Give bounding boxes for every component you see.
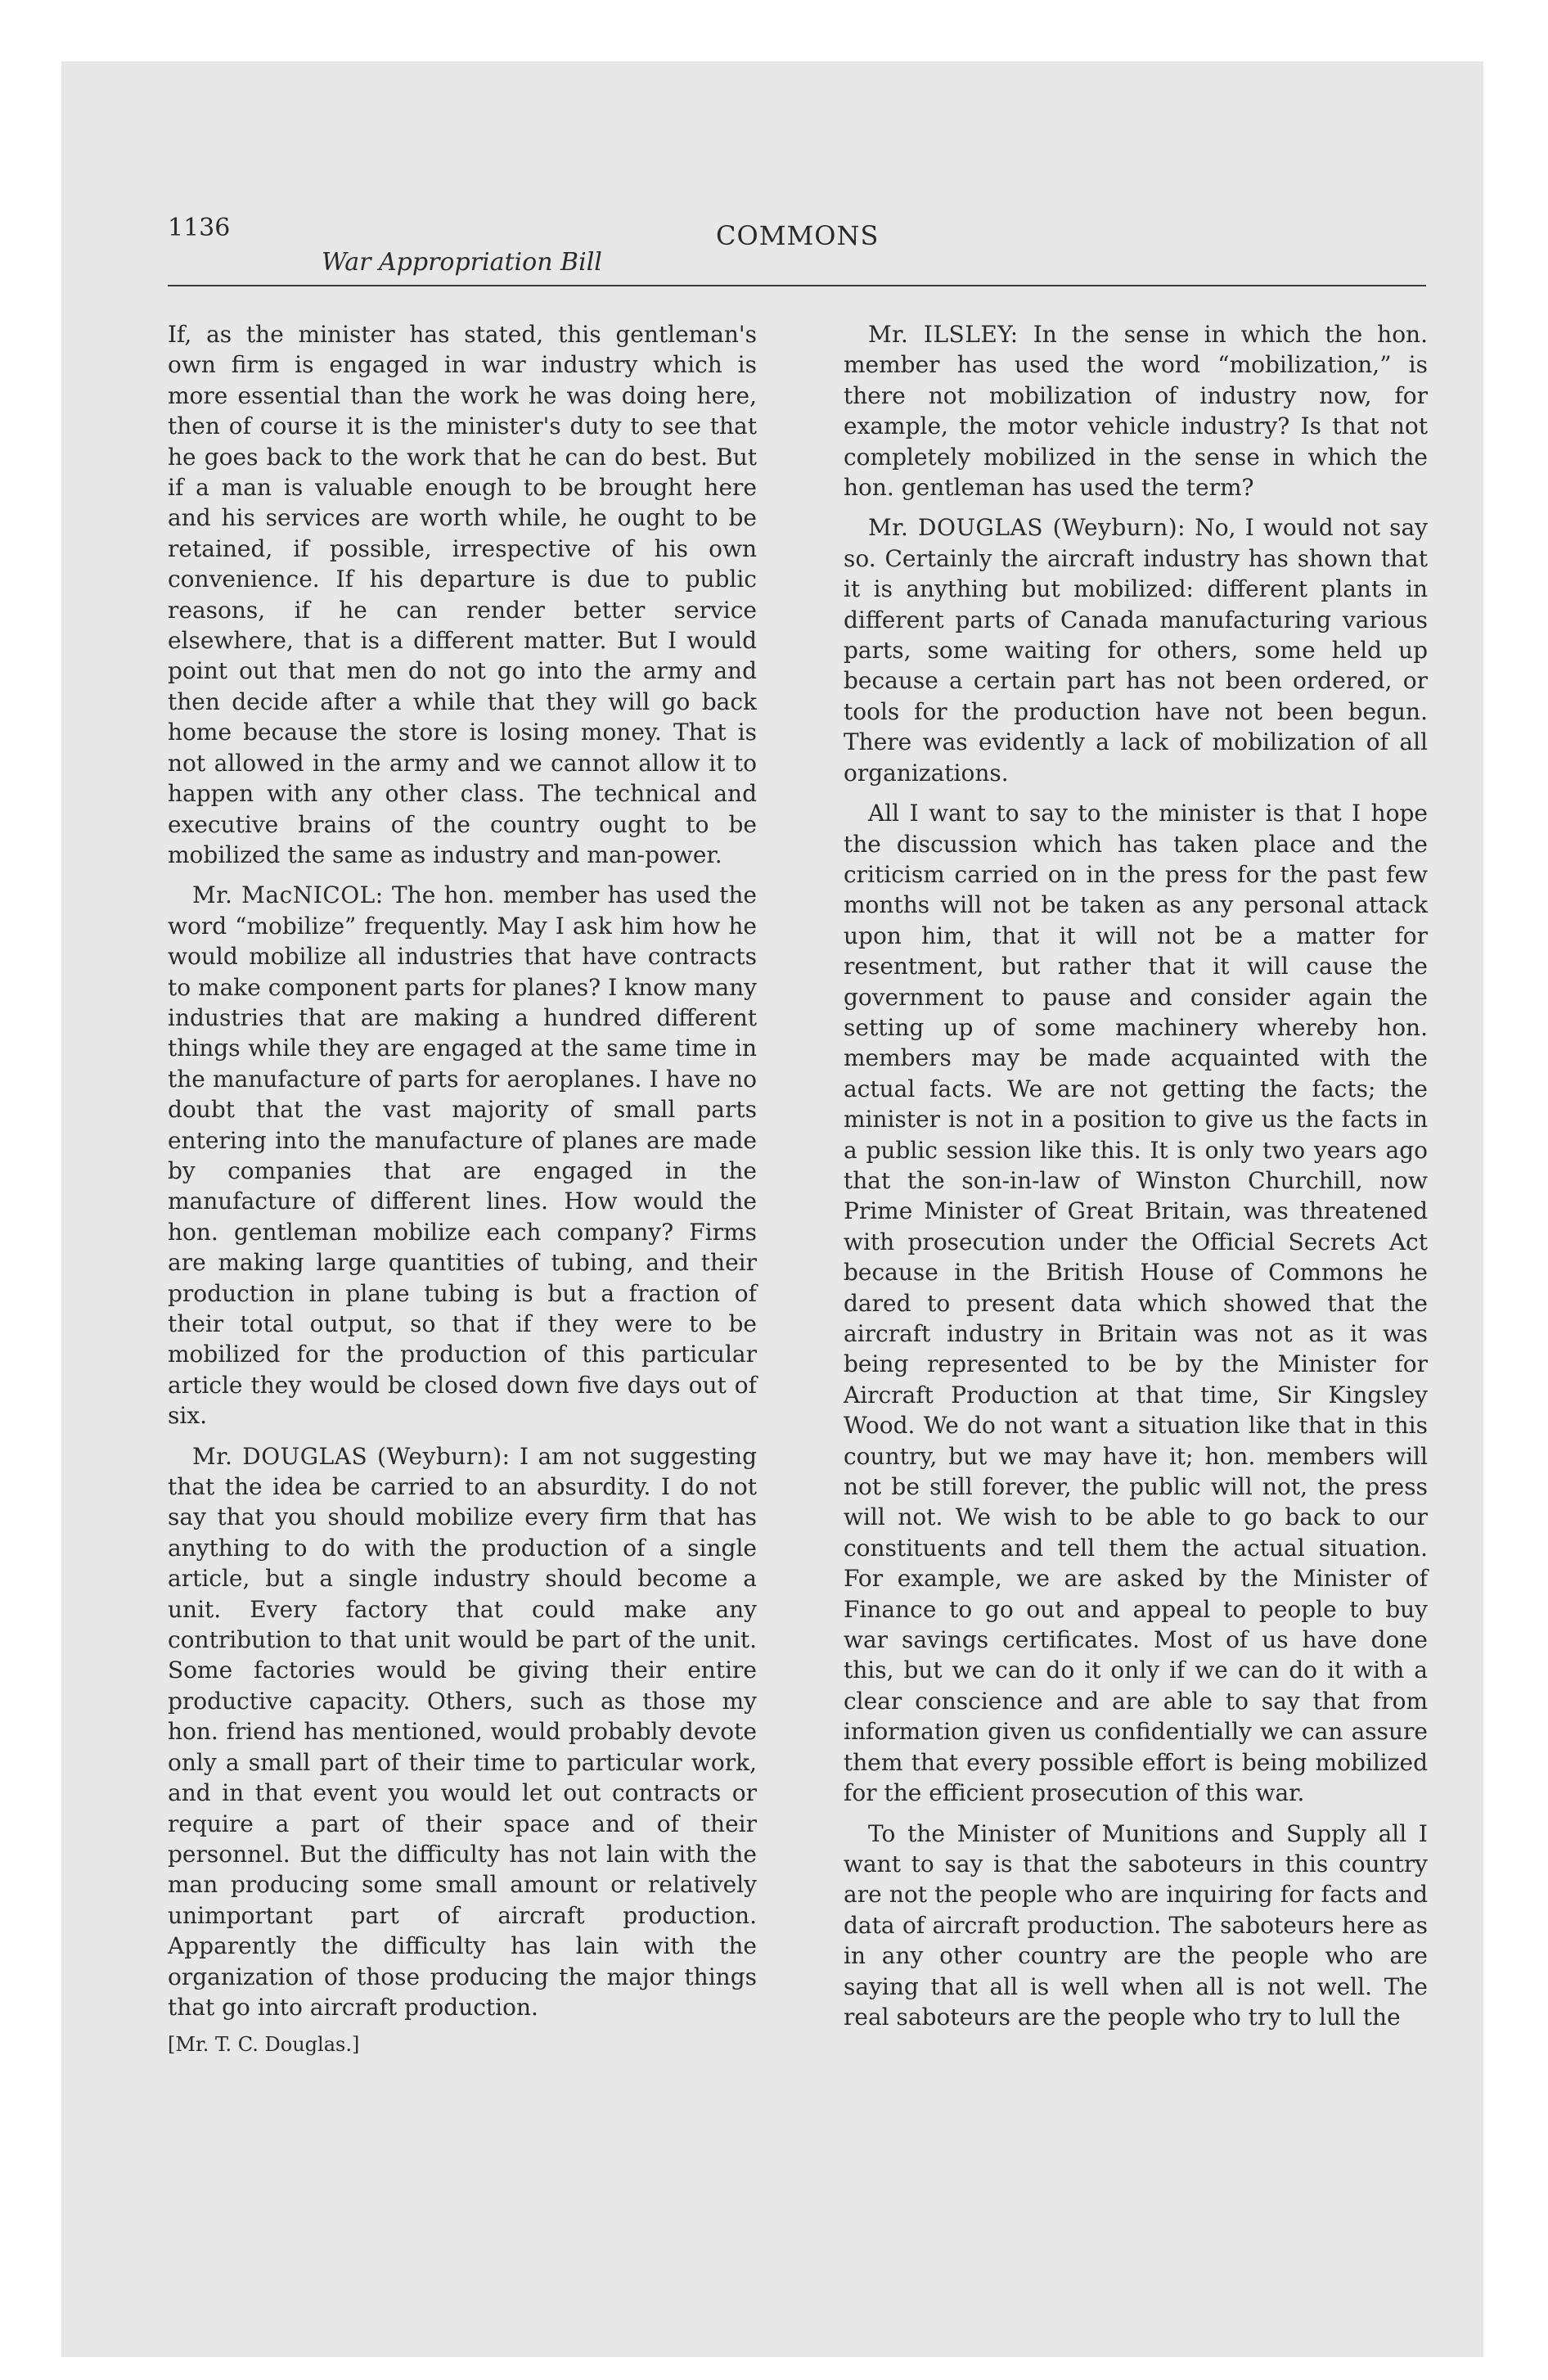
header-rule [168,285,1426,286]
speaker-name: Mr. DOUGLAS (Weyburn): [868,514,1186,542]
paragraph-douglas [168,1441,757,2023]
paragraph-macnicol [168,880,757,1431]
paragraph: If, as the minister has stated, this gentleman's own firm is engaged in war industry which is more essential than the work he was doing here, then of course it is the minister's duty to see that he goes back to the work that he can do best. But if a man is valuable enough to be brought here and his services are worth while, he ought to be retained, if possible, irrespective of his own convenience. If his departure is due to public reasons, if he can render better service elsewhere, that is a different matter. But I would point out that men do not go into the army and then decide after a while that they will go back home because the store is losing money. That is not allowed in the army and we cannot allow it to happen with any other class. The technical and executive brains of the country ought to be mobilized the same as industry and man-power. [168,321,757,868]
running-head: COMMONS [716,220,880,251]
speech-text: The hon. member has used the word “mobilize” frequently. May I ask him how he would mobilize all industries that have contracts to make component parts for planes? I know many industries that are making a hundred different things while they are engaged at the same time in the manufacture of parts for aeroplanes. I have no doubt that the vast majority of small parts entering into the manufacture of planes are made by companies that are engaged in the manufacture of different lines. How would the hon. gentleman mobilize each company? Firms are making large quantities of tubing, and their production in plane tubing is but a fraction of their total output, so that if they were to be mobilized for the production of this particular article they would be closed down five days out of six. [168,881,758,1430]
speaker-name: Mr. MacNICOL: [192,881,384,909]
speaker-attribution: [Mr. T. C. Douglas.] [168,2033,360,2057]
speaker-name: Mr. ILSLEY: [868,321,1019,348]
right-column [844,319,1428,2042]
hansard-page [168,151,1483,2296]
left-column [168,319,757,2057]
page-number: 1136 [168,214,231,242]
page-header [168,151,1483,295]
scanned-page-background [61,61,1483,2357]
paragraph-ilsley [844,319,1428,503]
paragraph: All I want to say to the minister is that I hope the discussion which has taken place and the criticism carried on in the press for the past few months will not be taken as any personal attack upon him, that it will not be a matter for resentment, but rather that it will cause the government to pause and consider again the setting up of some machinery whereby hon. members may be made acquainted with the actual facts. We are not getting the facts; the minister is not in a position to give us the facts in a public session like this. It is only two years ago that the son-in-law of Winston Churchill, now Prime Minister of Great Britain, was threatened with prosecution under the Official Secrets Act because in the British House of Commons he dared to present data which showed that the aircraft industry in Britain was not as it was being represented to be by the Minister for Aircraft Production at that time, Sir Kingsley Wood. We do not want a situation like that in this country, but we may have it; hon. members will not be still forever, the public will not, the press will not. We wish to be able to go back to our constituents and tell them the actual situation. For example, we are asked by the Minister of Finance to go out and appeal to people to buy war savings certificates. Most of us have done this, but we can do it only if we can do it with a clear conscience and are able to say that from information given us confidentially we can assure them that every possible effort is being mobilized for the efficient prosecution of this war. [844,800,1428,1807]
speech-text: No, I would not say so. Certainly the aircraft industry has shown that it is anything but mobilized: different plants in different parts of Canada manufacturing various parts, some waiting for others, some held up because a certain part has not been ordered, or tools for the production have not been begun. There was evidently a lack of mobilization of all organizations. [844,514,1428,787]
section-title: War Appropriation Bill [322,248,602,277]
paragraph: To the Minister of Munitions and Supply all I want to say is that the saboteurs in this country are not the people who are inquiring for facts and data of aircraft production. The saboteurs here as in any other country are the people who are saying that all is well when all is not well. The real saboteurs are the people who try to lull the [844,1819,1428,2031]
speaker-name: Mr. DOUGLAS (Weyburn): [192,1442,511,1470]
speech-text: I am not suggesting that the idea be carried to an absurdity. I do not say that you should mobilize every firm that has anything to do with the production of a single article, but a single industry should become a unit. Every factory that could make any contribution to that unit would be part of the unit. Some factories would be giving their entire productive capacity. Others, such as those my hon. friend has mentioned, would probably devote only a small part of their time to particular work, and in that event you would let out contracts or require a part of their space and of their personnel. But the difficulty has not lain with the man producing some small amount or relatively unimportant part of aircraft production. Apparently the difficulty has lain with the organization of those producing the major things that go into aircraft production. [168,1442,757,2021]
paragraph-douglas-reply [844,512,1428,788]
speech-text: In the sense in which the hon. member has used the word “mobilization,” is there not mobilization of industry now, for example, the motor vehicle industry? Is that not completely mobilized in the sense in which the hon. gentleman has used the term? [844,321,1428,502]
